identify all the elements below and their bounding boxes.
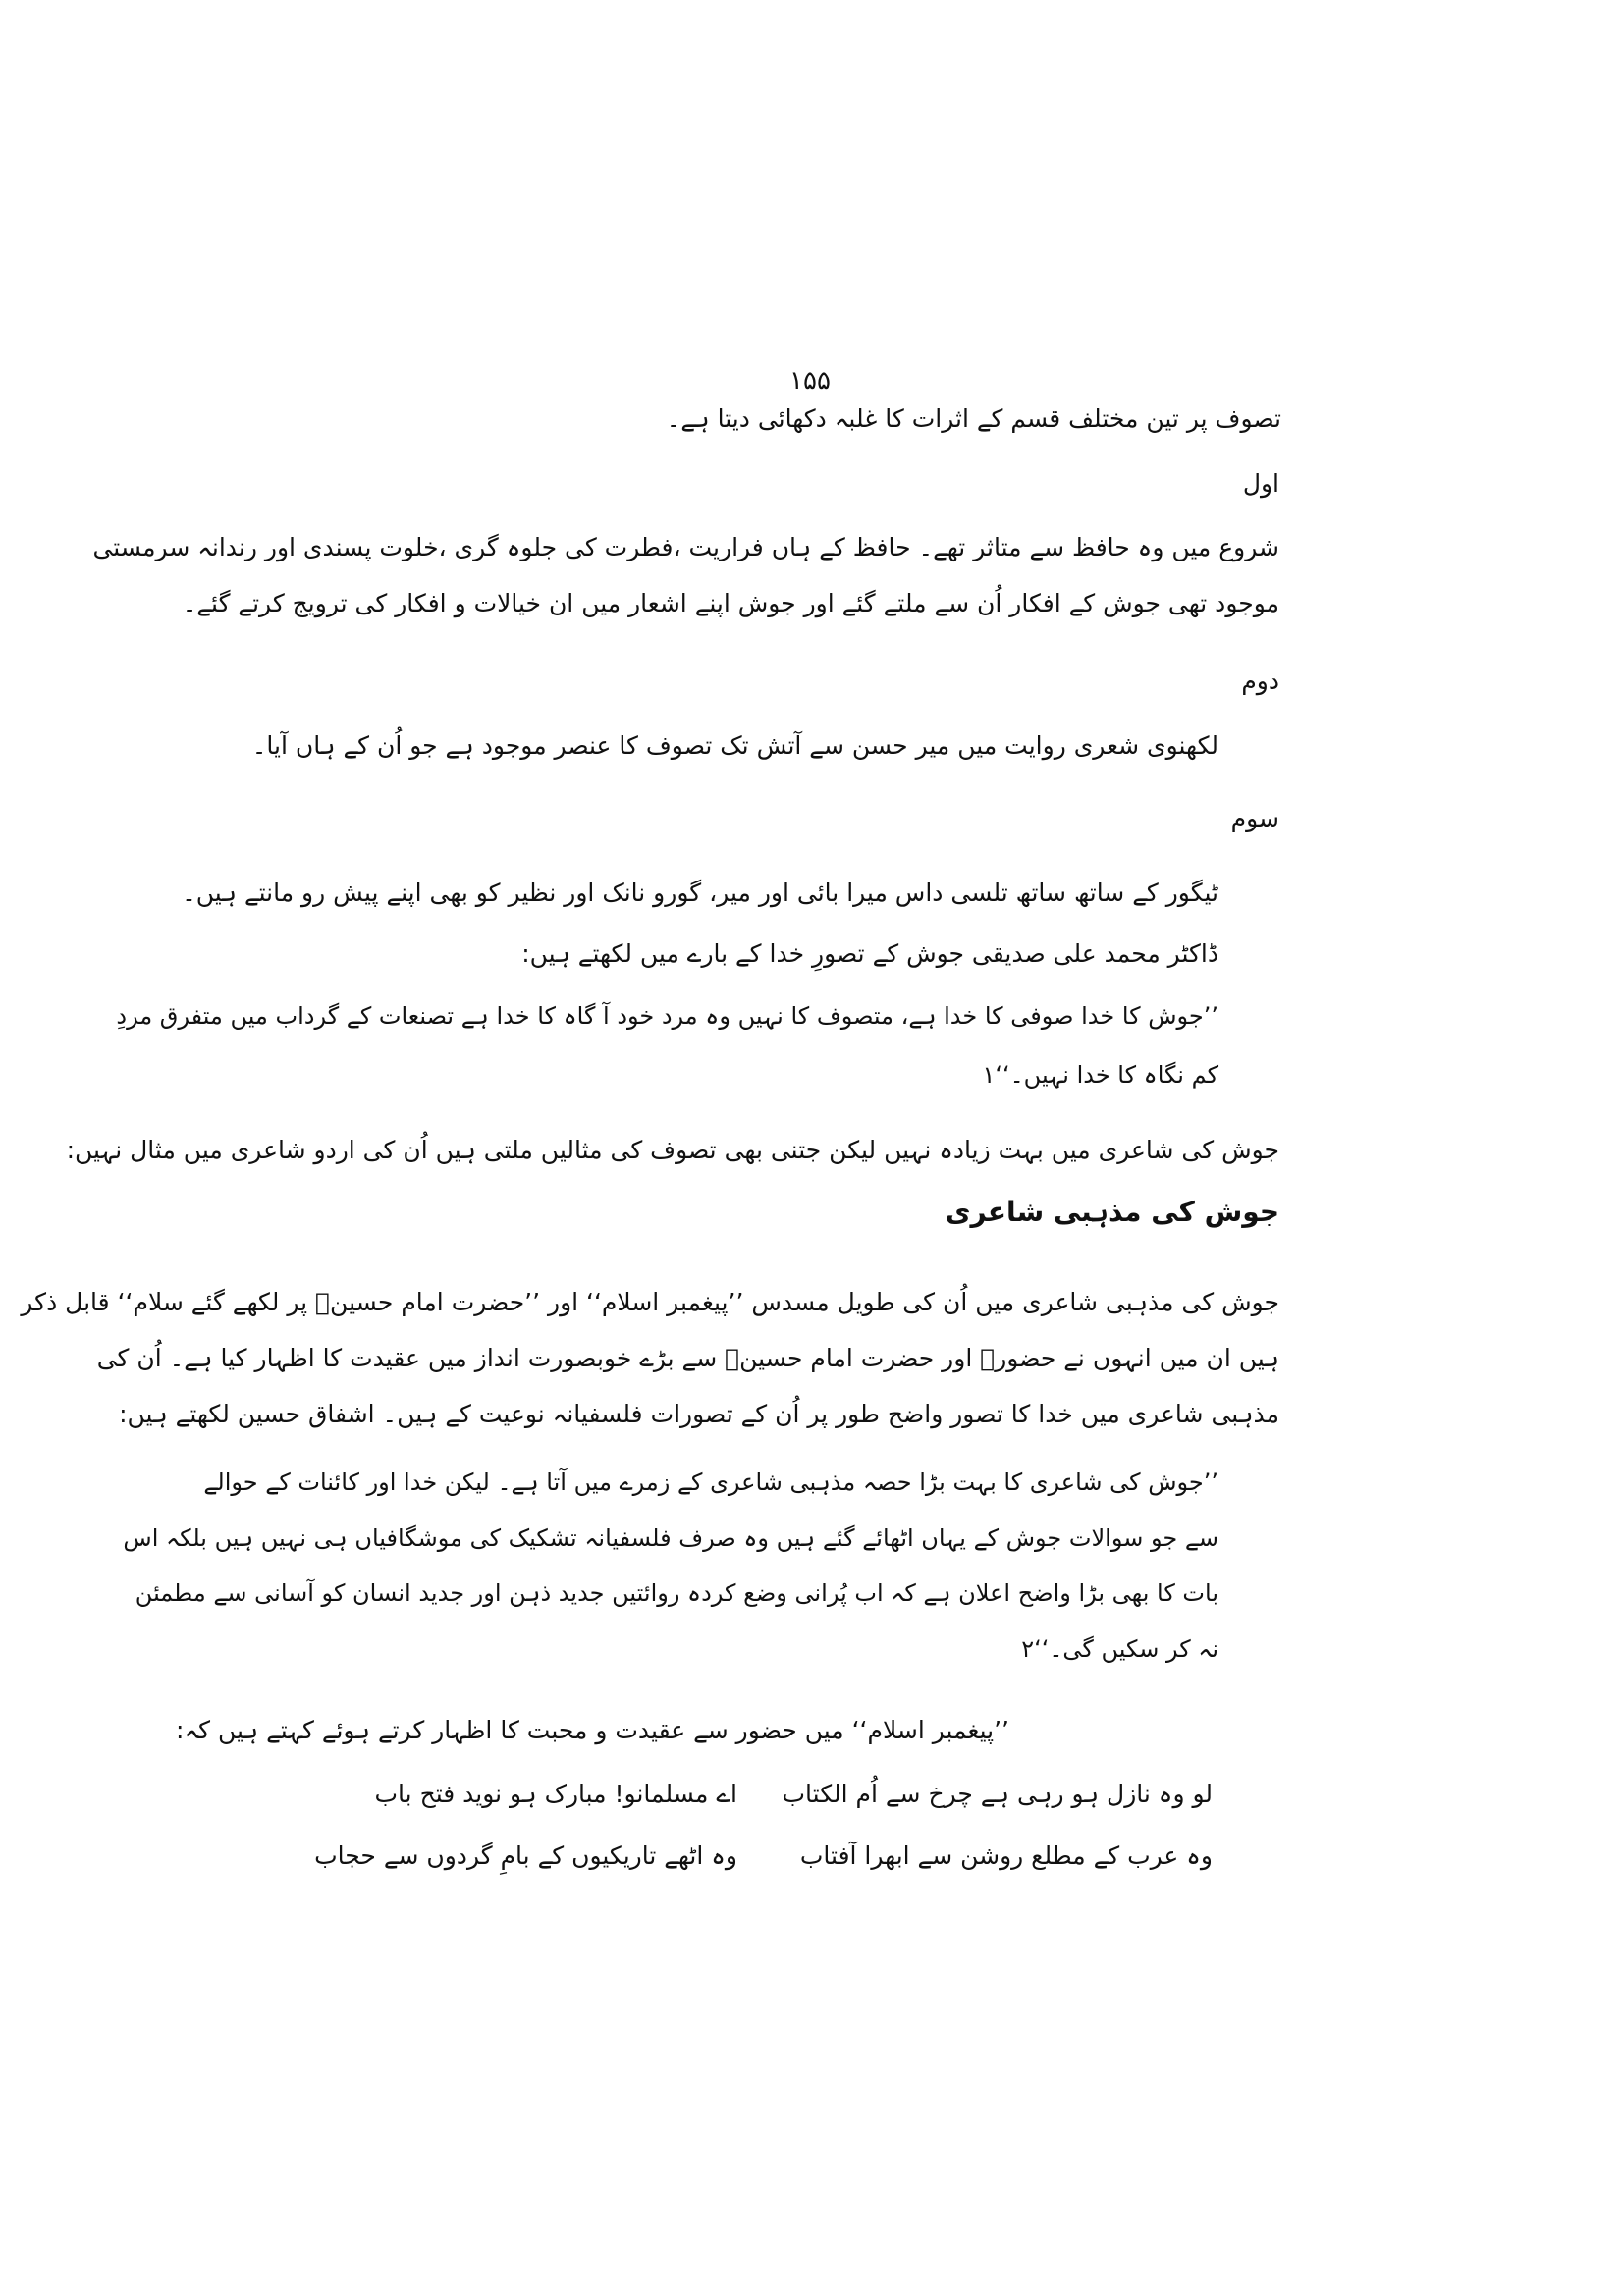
paragraph-line: جوش کی شاعری میں بہت زیادہ نہیں لیکن جتنی بھی تصوف کی مثالیں ملتی ہیں اُن کی اردو شاعری میں مثال نہیں: <box>66 1136 1279 1164</box>
quote-line: ’’جوش کی شاعری کا بہت بڑا حصہ مذہبی شاعری کے زمرے میں آتا ہے۔ لیکن خدا اور کائنات کے حوالے <box>203 1468 1218 1496</box>
quote-line: بات کا بھی بڑا واضح اعلان ہے کہ اب پُرانی وضع کردہ روائتیں جدید ذہن اور جدید انسان کو آسانی سے مطمئن <box>135 1579 1218 1607</box>
paragraph-line: ہیں ان میں انہوں نے حضورﷺ اور حضرت امام حسینؓ سے بڑے خوبصورت انداز میں عقیدت کا اظہار کیا ہے۔ اُن کی <box>96 1344 1279 1372</box>
paragraph-line: شروع میں وہ حافظ سے متاثر تھے۔ حافظ کے ہاں فراریت ،فطرت کی جلوہ گری ،خلوت پسندی اور رندانہ سرمستی <box>92 533 1279 561</box>
paragraph-line: جوش کی مذہبی شاعری میں اُن کی طویل مسدس ’’پیغمبر اسلام‘‘ اور ’’حضرت امام حسینؓ پر لکھے گئے سلام‘‘ قابل ذکر <box>21 1288 1279 1316</box>
paragraph-line: ’’پیغمبر اسلام‘‘ میں حضور سے عقیدت و محبت کا اظہار کرتے ہوئے کہتے ہیں کہ: <box>176 1716 1009 1744</box>
page-number: ۱۵۵ <box>789 366 831 396</box>
section-label-third: سوم <box>1230 804 1279 832</box>
verse-first-half: اے مسلمانو! مبارک ہو نوید فتح باب <box>374 1780 737 1808</box>
verse-first-half: وہ اٹھے تاریکیوں کے بامِ گردوں سے حجاب <box>314 1842 737 1870</box>
section-label-first: اول <box>1242 469 1279 498</box>
verse-second-half: لو وہ نازل ہو رہی ہے چرخ سے اُم الکتاب <box>782 1780 1213 1808</box>
section-heading: جوش کی مذہبی شاعری <box>945 1196 1279 1228</box>
section-label-second: دوم <box>1241 667 1279 695</box>
quote-line: ’’جوش کا خدا صوفی کا خدا ہے، متصوف کا نہیں وہ مرد خود آ گاہ کا خدا ہے تصنعات کے گرداب میں متفرق مردِ <box>116 1002 1218 1030</box>
paragraph-line: لکھنوی شعری روایت میں میر حسن سے آتش تک تصوف کا عنصر موجود ہے جو اُن کے ہاں آیا۔ <box>251 731 1218 760</box>
quote-line: سے جو سوالات جوش کے یہاں اٹھائے گئے ہیں وہ صرف فلسفیانہ تشکیک کی موشگافیاں ہی نہیں ہیں بلکہ اس <box>123 1524 1218 1552</box>
quote-line: کم نگاہ کا خدا نہیں۔‘‘۱ <box>982 1061 1218 1089</box>
paragraph-line: ٹیگور کے ساتھ ساتھ تلسی داس میرا بائی اور میر، گورو نانک اور نظیر کو بھی اپنے پیش رو مانتے ہیں۔ <box>182 879 1218 907</box>
paragraph-line: مذہبی شاعری میں خدا کا تصور واضح طور پر اُن کے تصورات فلسفیانہ نوعیت کے ہیں۔ اشفاق حسین لکھتے ہیں: <box>119 1400 1279 1428</box>
paragraph-line: موجود تھی جوش کے افکار اُن سے ملتے گئے اور جوش اپنے اشعار میں ان خیالات و افکار کی ترویج کرتے گئے۔ <box>182 589 1279 617</box>
verse-second-half: وہ عرب کے مطلع روشن سے ابھرا آفتاب <box>799 1842 1213 1870</box>
intro-line: تصوف پر تین مختلف قسم کے اثرات کا غلبہ دکھائی دیتا ہے۔ <box>666 404 1281 433</box>
paragraph-line: ڈاکٹر محمد علی صدیقی جوش کے تصورِ خدا کے بارے میں لکھتے ہیں: <box>521 939 1218 968</box>
quote-line: نہ کر سکیں گی۔‘‘۲ <box>1021 1635 1218 1663</box>
